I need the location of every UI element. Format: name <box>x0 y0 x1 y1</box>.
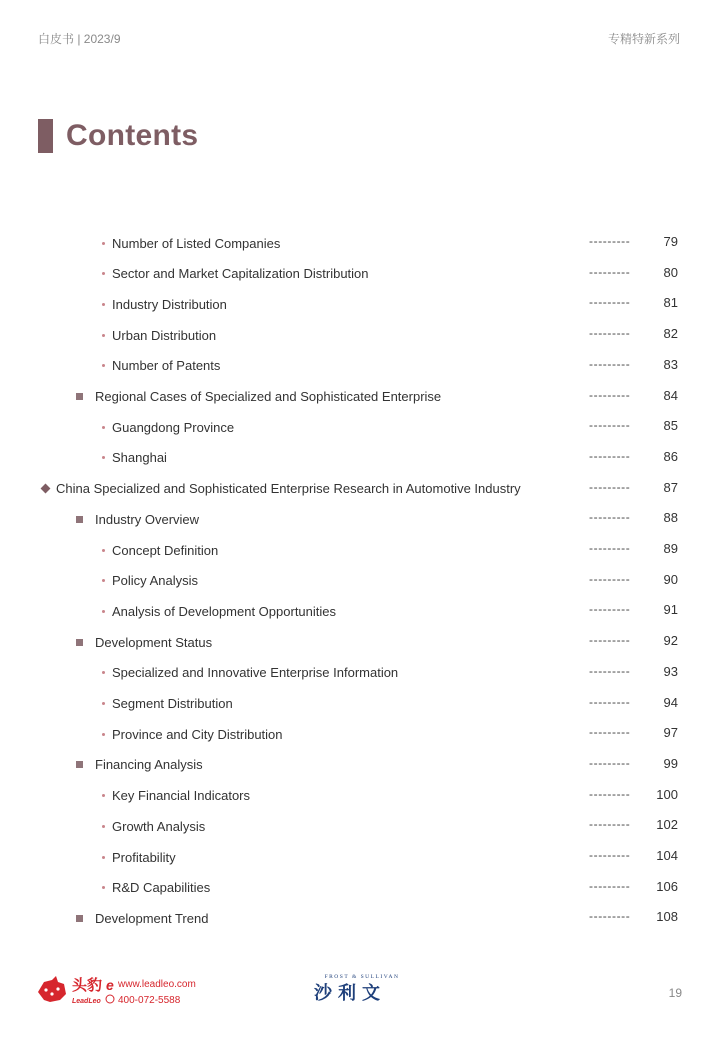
toc-entry[interactable] <box>0 541 720 559</box>
toc-entry[interactable] <box>0 695 720 713</box>
toc-entry[interactable] <box>0 787 720 805</box>
toc-leader-dots: --------- <box>589 448 631 463</box>
toc-entry-label: Analysis of Development Opportunities <box>112 603 337 619</box>
toc-page-number: 97 <box>663 725 678 741</box>
page-title: Contents <box>66 119 199 152</box>
toc-entry[interactable] <box>0 725 720 743</box>
toc-page-number: 92 <box>663 633 678 649</box>
toc-leader-dots: --------- <box>589 878 631 893</box>
toc-entry[interactable] <box>0 602 720 620</box>
toc-entry-label: China Specialized and Sophisticated Enterprise Research in Automotive Industry <box>56 481 521 497</box>
header-left: 白皮书 | 2023/9 <box>38 32 121 46</box>
brand-en: LeadLeo <box>72 998 101 1005</box>
toc-leader-dots: --------- <box>589 356 631 371</box>
toc-entry[interactable] <box>0 817 720 835</box>
contents-title-block <box>38 118 198 154</box>
dot-bullet-icon <box>102 794 105 797</box>
toc-leader-dots: --------- <box>589 755 631 770</box>
toc-page-number: 87 <box>663 479 678 495</box>
toc-page-number: 94 <box>663 694 678 710</box>
toc-entry[interactable] <box>0 510 720 528</box>
toc-entry[interactable] <box>0 326 720 344</box>
toc-leader-dots: --------- <box>589 479 631 494</box>
toc-page-number: 80 <box>663 264 678 280</box>
toc-entry-label: Segment Distribution <box>112 696 233 711</box>
toc-entry[interactable] <box>0 418 720 436</box>
toc-entry[interactable] <box>0 480 720 498</box>
toc-entry-label: Policy Analysis <box>112 573 198 589</box>
toc-page-number: 86 <box>663 448 678 464</box>
toc-page-number: 108 <box>656 909 678 925</box>
toc-leader-dots: --------- <box>589 848 631 862</box>
toc-leader-dots: --------- <box>589 326 631 341</box>
toc-entry-label: Number of Patents <box>112 358 221 374</box>
toc-leader-dots: --------- <box>589 295 631 310</box>
fs-wordmark: FROST & SULLIVAN <box>324 974 400 980</box>
toc-entry-label: Growth Analysis <box>112 818 206 834</box>
toc-entry-label: Industry Overview <box>95 511 200 527</box>
toc-entry-label: Shanghai <box>112 450 167 466</box>
toc-leader-dots: --------- <box>589 418 631 433</box>
toc-entry-label: Specialized and Innovative Enterprise Information <box>112 665 399 681</box>
fs-cn-name: 沙利文 <box>314 983 386 1004</box>
toc-entry[interactable] <box>0 664 720 682</box>
square-bullet-icon <box>76 639 83 646</box>
toc-leader-dots: --------- <box>589 387 631 402</box>
dot-bullet-icon <box>102 856 105 859</box>
leopard-icon <box>38 976 66 1002</box>
toc-entry-label: Key Financial Indicators <box>112 788 251 804</box>
toc-entry-label: Profitability <box>112 849 176 865</box>
toc-leader-dots: --------- <box>589 786 631 801</box>
toc-entry-label: Concept Definition <box>112 542 219 558</box>
e-icon: e <box>106 977 114 993</box>
square-bullet-icon <box>76 393 83 400</box>
dot-bullet-icon <box>102 610 105 613</box>
dot-bullet-icon <box>102 733 105 736</box>
toc-entry[interactable] <box>0 234 720 252</box>
website-link[interactable]: www.leadleo.com <box>118 979 196 990</box>
toc-leader-dots: --------- <box>589 909 631 924</box>
toc-leader-dots: --------- <box>589 571 631 586</box>
toc-entry-label: R&D Capabilities <box>112 880 211 896</box>
toc-leader-dots: --------- <box>589 817 631 832</box>
toc-entry-label: Regional Cases of Specialized and Sophisticated Enterprise <box>95 389 442 404</box>
leadleo-logo <box>36 972 216 1008</box>
title-accent-bar <box>38 119 53 153</box>
toc-leader-dots: --------- <box>589 694 631 709</box>
square-bullet-icon <box>76 915 83 922</box>
dot-bullet-icon <box>102 426 105 429</box>
square-bullet-icon <box>76 761 83 768</box>
toc-page-number: 81 <box>663 295 678 311</box>
toc-leader-dots: --------- <box>589 264 631 279</box>
frost-sullivan-logo <box>312 972 412 1004</box>
dot-bullet-icon <box>102 825 105 828</box>
toc-entry[interactable] <box>0 295 720 313</box>
header-right: 专精特新系列 <box>607 32 680 46</box>
toc-page-number: 85 <box>663 418 678 434</box>
toc-page-number: 91 <box>663 602 678 618</box>
toc-entry[interactable] <box>0 388 720 406</box>
dot-bullet-icon <box>102 886 105 889</box>
toc-entry[interactable] <box>0 909 720 927</box>
toc-page-number: 84 <box>663 387 678 403</box>
toc-page-number: 104 <box>656 848 678 863</box>
toc-entry[interactable] <box>0 879 720 897</box>
dot-bullet-icon <box>102 456 105 459</box>
toc-entry[interactable] <box>0 633 720 651</box>
dot-bullet-icon <box>102 549 105 552</box>
toc-entry[interactable] <box>0 449 720 467</box>
toc-entry[interactable] <box>0 572 720 590</box>
toc-page-number: 93 <box>663 663 678 679</box>
toc-entry-label: Urban Distribution <box>112 327 217 343</box>
dot-bullet-icon <box>102 334 105 337</box>
toc-entry-label: Financing Analysis <box>95 757 203 773</box>
toc-entry-label: Development Trend <box>95 910 209 926</box>
phone-number: 400-072-5588 <box>118 995 181 1006</box>
toc-leader-dots: --------- <box>589 725 631 740</box>
dot-bullet-icon <box>102 671 105 674</box>
toc-leader-dots: --------- <box>589 633 631 648</box>
toc-page-number: 88 <box>663 510 678 526</box>
toc-leader-dots: --------- <box>589 541 631 555</box>
toc-entry[interactable] <box>0 357 720 375</box>
toc-page-number: 102 <box>656 817 678 833</box>
toc-leader-dots: --------- <box>589 663 631 678</box>
toc-page-number: 89 <box>663 541 678 556</box>
dot-bullet-icon <box>102 272 105 275</box>
brand-cn: 头豹 <box>72 976 103 994</box>
phone-icon <box>106 995 114 1003</box>
toc-entry-label: Number of Listed Companies <box>112 235 281 251</box>
toc-page-number: 82 <box>663 326 678 342</box>
toc-page-number: 90 <box>663 571 678 587</box>
toc-entry-label: Province and City Distribution <box>112 726 283 742</box>
toc-page-number: 99 <box>663 755 678 771</box>
toc-entry[interactable] <box>0 848 720 866</box>
square-bullet-icon <box>76 516 83 523</box>
toc-entry-label: Industry Distribution <box>112 296 227 312</box>
toc-page-number: 83 <box>663 356 678 372</box>
dot-bullet-icon <box>102 702 105 705</box>
toc-entry-label: Development Status <box>95 634 213 650</box>
toc-leader-dots: --------- <box>589 234 631 248</box>
toc-page-number: 79 <box>663 234 678 249</box>
dot-bullet-icon <box>102 303 105 306</box>
toc-entry[interactable] <box>0 265 720 283</box>
dot-bullet-icon <box>102 364 105 367</box>
page-number: 19 <box>668 986 682 1000</box>
dot-bullet-icon <box>102 579 105 582</box>
dot-bullet-icon <box>102 242 105 245</box>
toc-entry-label: Sector and Market Capitalization Distribution <box>112 266 369 282</box>
toc-leader-dots: --------- <box>589 602 631 617</box>
diamond-bullet-icon <box>41 484 51 494</box>
toc-page-number: 106 <box>656 878 678 894</box>
toc-entry[interactable] <box>0 756 720 774</box>
toc-entry-label: Guangdong Province <box>112 419 235 435</box>
toc-leader-dots: --------- <box>589 510 631 525</box>
toc-page-number: 100 <box>656 786 678 802</box>
